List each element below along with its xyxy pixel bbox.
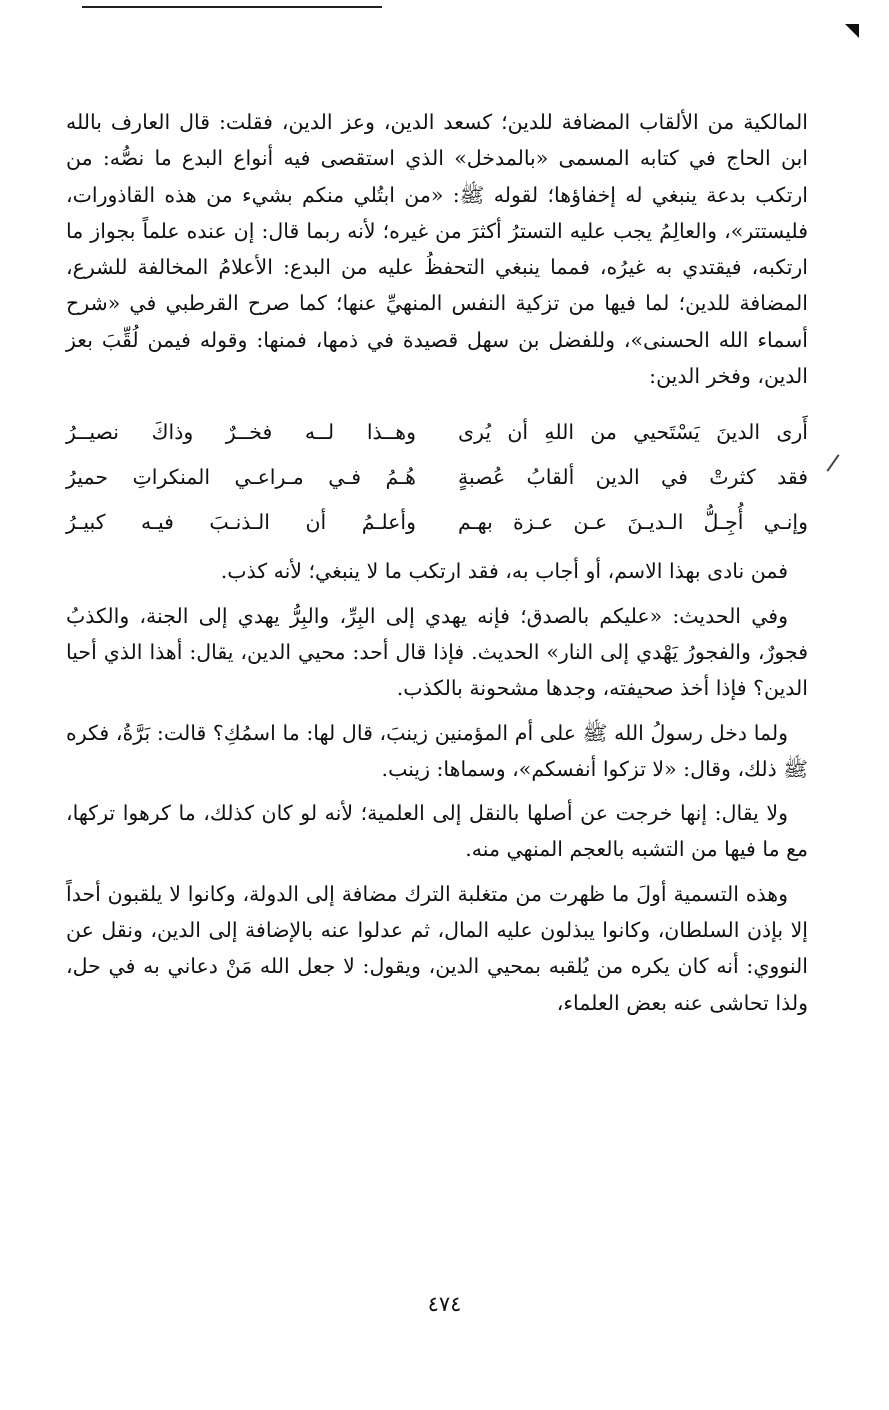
top-rule bbox=[82, 6, 382, 8]
paragraph: فمن نادى بهذا الاسم، أو أجاب به، فقد ارتكب ما لا ينبغي؛ لأنه كذب. bbox=[220, 559, 788, 584]
paragraph: وفي الحديث: «عليكم بالصدق؛ فإنه يهدي إلى البِرِّ، والبِرُّ يهدي إلى الجنة، والكذبُ فجورٌ، والفجورُ يَهْدي إلى النار» الحديث. فإذا قال أحد: محيي الدين، يقال: أهذا الذي أحيا الدين؟ فإذا أخذ صحيفته، وجدها مشحونة بالكذب. bbox=[66, 603, 808, 701]
verse-first-hemistich: أَرى الدينَ يَسْتَحيي من اللهِ أن يُرى bbox=[458, 420, 808, 445]
page-body bbox=[66, 104, 808, 1021]
verse-first-hemistich: فقد كثرتْ في الدين ألقابُ عُصبةٍ bbox=[458, 465, 808, 490]
margin-mark bbox=[826, 454, 839, 472]
paragraph: ولما دخل رسولُ الله ﷺ على أم المؤمنين زينبَ، قال لها: ما اسمُكِ؟ قالت: بَرَّةُ، فكره ﷺ ذلك، وقال: «لا تزكوا أنفسكم»، وسماها: زينب. bbox=[66, 720, 808, 781]
paragraph: وهذه التسمية أولَ ما ظهرت من متغلبة الترك مضافة إلى الدولة، وكانوا لا يلقبون أحداً إلا بإذن السلطان، وكانوا يبذلون عليه المال، ثم عدلوا عنه بالإضافة إلى الدين، ونقل عن النووي: أنه كان يكره من يُلقبه بمحيي الدين، ويقول: لا جعل الله مَنْ دعاني به في حل، ولذا تحاشى عنه بعض العلماء، bbox=[66, 881, 808, 1015]
poem bbox=[66, 410, 808, 545]
paragraph: المالكية من الألقاب المضافة للدين؛ كسعد الدين، وعز الدين، فقلت: قال العارف بالله ابن الحاج في كتابه المسمى «بالمدخل» الذي استقصى فيه أنواع البدع ما نصُّه: من ارتكب بدعة ينبغي له إخفاؤها؛ لقوله ﷺ: «من ابتُلي منكم بشيء من هذه القاذورات، فليستتر»، والعالِمُ يجب عليه التسترُ أكثرَ من غيره؛ لأنه ربما قال: إن عنده علماً بجواز ما ارتكبه، فيقتدي به غيرُه، فمما ينبغي التحفظُ عليه من البدع: الأعلامُ المخالفة للشرع، المضافة للدين؛ لما فيها من تزكية النفس المنهيِّ عنها؛ كما صرح القرطبي في «شرح أسماء الله الحسنى»، وللفضل بن سهل قصيدة في ذمها، فمنها: وقوله فيمن لُقِّبَ بعز الدين، وفخر الدين: bbox=[66, 110, 808, 389]
verse-second-hemistich: وهــذا لــه فخــرٌ وذاكَ نصيــرُ bbox=[66, 420, 416, 445]
verse-line bbox=[66, 455, 808, 500]
verse-second-hemistich: وأعلـمُ أن الـذنـبَ فيـه كبيـرُ bbox=[66, 510, 416, 535]
verse-line bbox=[66, 410, 808, 455]
corner-mark-icon bbox=[845, 24, 859, 38]
paragraph: ولا يقال: إنها خرجت عن أصلها بالنقل إلى العلمية؛ لأنه لو كان كذلك، ما كرهوا تركها، مع ما فيها من التشبه بالعجم المنهي منه. bbox=[66, 801, 808, 862]
verse-line bbox=[66, 500, 808, 545]
verse-second-hemistich: هُـمُ فـي مـراعـي المنكراتِ حميرُ bbox=[66, 465, 416, 490]
page-number: ٤٧٤ bbox=[427, 1292, 462, 1316]
verse-first-hemistich: وإنـي أُجِـلُّ الـديـنَ عـن عـزة بهـم bbox=[458, 510, 808, 535]
